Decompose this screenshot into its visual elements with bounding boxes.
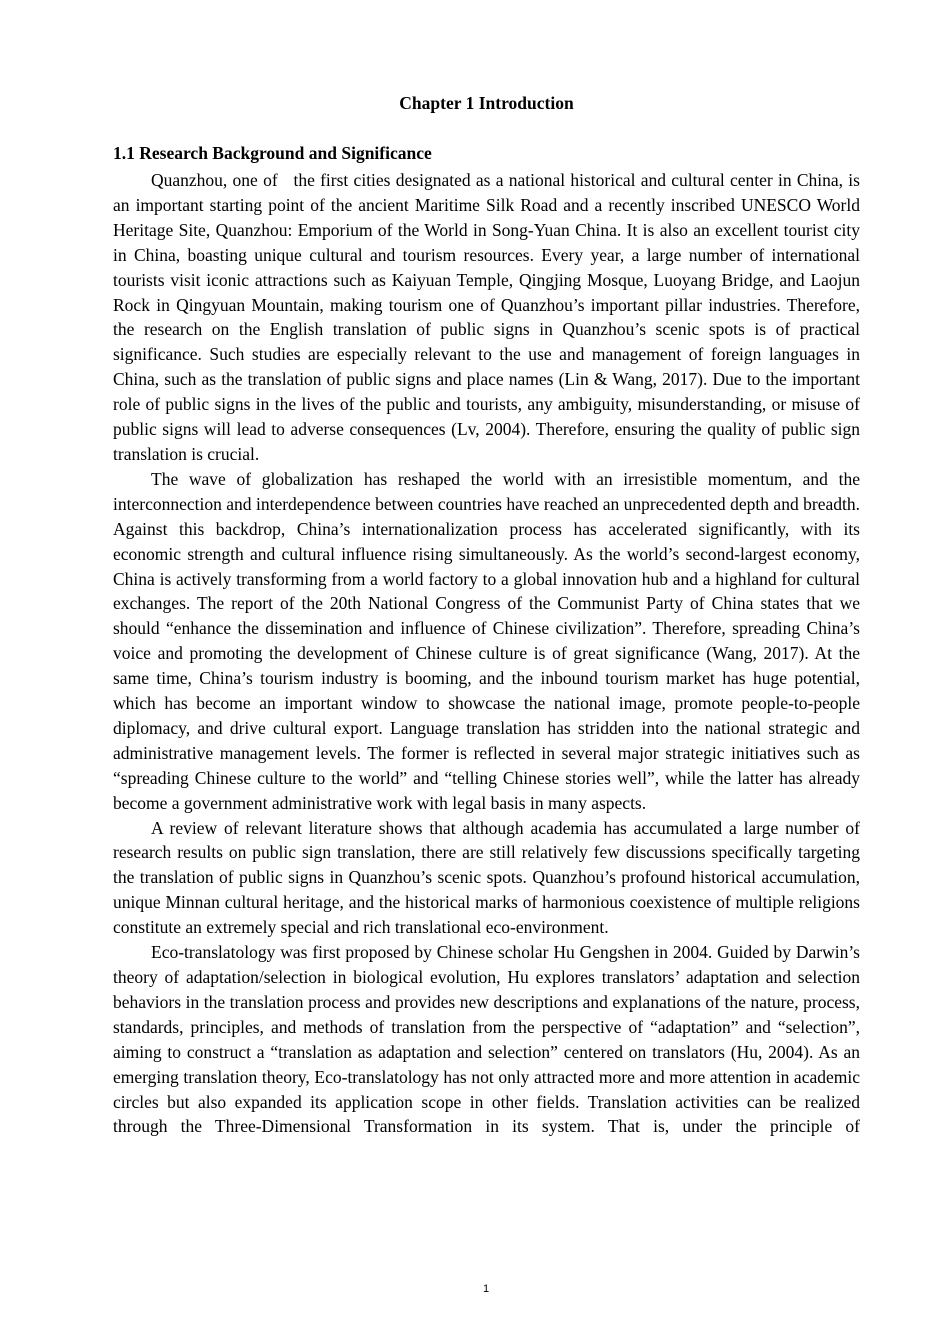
- body-paragraph-1: Quanzhou, one of the first cities designated as a national historical and cultural center in China, is an important starting point of the ancient Maritime Silk Road and a recently inscribed UNESCO World Heritage Site, Quanzhou: Emporium of the World in Song-Yuan China. It is also an excellent tourist city in China, boasting unique cultural and tourism resources. Every year, a large number of international tourists visit iconic attractions such as Kaiyuan Temple, Qingjing Mosque, Luoyang Bridge, and Laojun Rock in Qingyuan Mountain, making tourism one of Quanzhou’s important pillar industries. Therefore, the research on the English translation of public signs in Quanzhou’s scenic spots is of practical significance. Such studies are especially relevant to the use and management of foreign languages in China, such as the translation of public signs and place names (Lin & Wang, 2017). Due to the important role of public signs in the lives of the public and tourists, any ambiguity, misunderstanding, or misuse of public signs will lead to adverse consequences (Lv, 2004). Therefore, ensuring the quality of public sign translation is crucial.: [113, 170, 860, 464]
- body-paragraph-2: The wave of globalization has reshaped the world with an irresistible momentum, and the interconnection and interdependence between countries have reached an unprecedented depth and breadth. Against this backdrop, China’s internationalization process has accelerated significantly, with its economic strength and cultural influence rising simultaneously. As the world’s second-largest economy, China is actively transforming from a world factory to a global innovation hub and a highland for cultural exchanges. The report of the 20th National Congress of the Communist Party of China states that we should “enhance the dissemination and influence of Chinese civilization”. Therefore, spreading China’s voice and promoting the development of Chinese culture is of great significance (Wang, 2017). At the same time, China’s tourism industry is booming, and the inbound tourism market has huge potential, which has become an important window to showcase the national image, promote people-to-people diplomacy, and drive cultural export. Language translation has stridden into the national strategic and administrative management levels. The former is reflected in several major strategic initiatives such as “spreading Chinese culture to the world” and “telling Chinese stories well”, while the latter has already become a government administrative work with legal basis in many aspects.: [113, 468, 860, 813]
- body-paragraph-4: Eco-translatology was first proposed by Chinese scholar Hu Gengshen in 2004. Guided by Darwin’s theory of adaptation/selection in biological evolution, Hu explores translators’ adaptation and selection behaviors in the translation process and provides new descriptions and explanations of the nature, process, standards, principles, and methods of translation from the perspective of “adaptation” and “selection”, aiming to construct a “translation as adaptation and selection” centered on translators (Hu, 2004). As an emerging translation theory, Eco-translatology has not only attracted more and more attention in academic circles but also expanded its application scope in other fields. Translation activities can be realized through the Three-Dimensional Transformation in its system. That is, under the principle of: [113, 942, 860, 1137]
- document-page: [113, 88, 860, 1139]
- chapter-title: Chapter 1 Introduction: [399, 93, 574, 113]
- page-number: 1: [482, 1283, 490, 1295]
- body-paragraph-3: A review of relevant literature shows that although academia has accumulated a large number of research results on public sign translation, there are still relatively few discussions specifically targeting the translation of public signs in Quanzhou’s scenic spots. Quanzhou’s profound historical accumulation, unique Minnan cultural heritage, and the historical marks of harmonious coexistence of multiple religions constitute an extremely special and rich translational eco-environment.: [113, 817, 860, 938]
- section-heading: 1.1 Research Background and Significance: [113, 143, 432, 163]
